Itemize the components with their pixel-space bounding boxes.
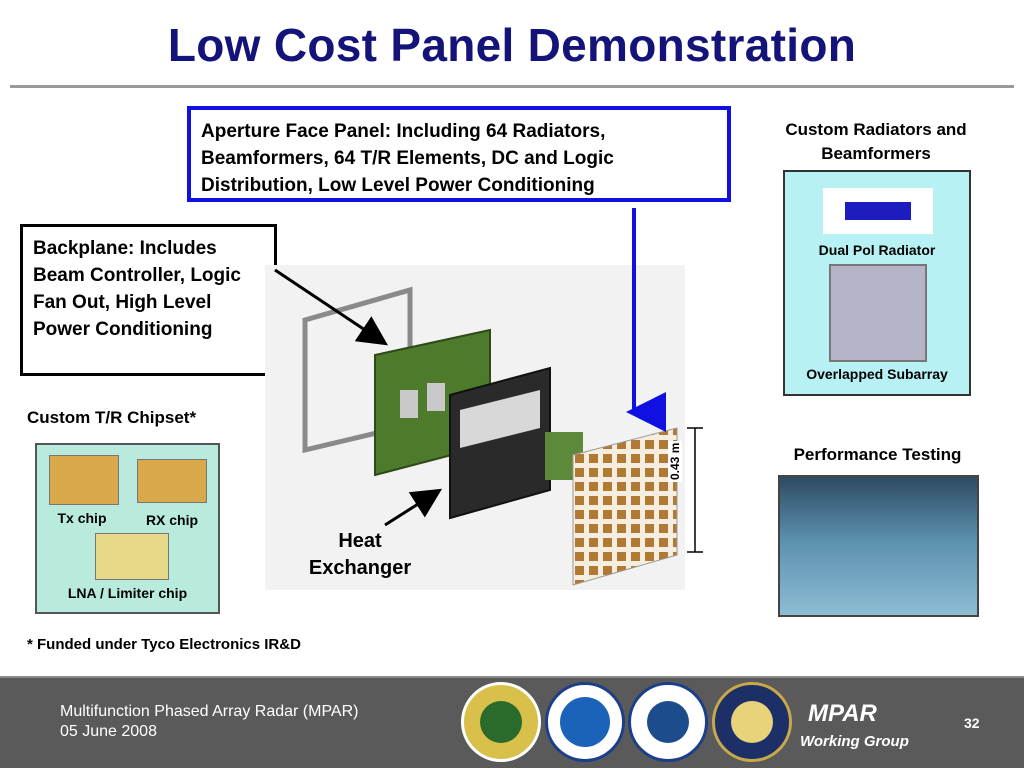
funded-note: * Funded under Tyco Electronics IR&D bbox=[27, 636, 301, 653]
program-name: Multifunction Phased Array Radar (MPAR) bbox=[60, 703, 359, 720]
dual-pol-image bbox=[823, 188, 933, 234]
dhs-seal-icon bbox=[628, 682, 708, 762]
lna-chip-image bbox=[95, 533, 169, 580]
slide-title: Low Cost Panel Demonstration bbox=[167, 19, 857, 71]
dual-pol-label: Dual Pol Radiator bbox=[818, 242, 936, 258]
footer-date: 05 June 2008 bbox=[60, 723, 157, 740]
chipset-title: Custom T/R Chipset* bbox=[27, 408, 197, 427]
rx-chip-image bbox=[137, 459, 207, 503]
footer-divider bbox=[0, 676, 1024, 678]
faa-seal-icon bbox=[461, 682, 541, 762]
subarray-image bbox=[829, 264, 927, 362]
page-number: 32 bbox=[964, 715, 980, 731]
anechoic-chamber-photo bbox=[778, 475, 979, 617]
backplane-callout: Backplane: Includes Beam Controller, Logic Fan Out, High Level Power Conditioning bbox=[20, 224, 277, 376]
tx-chip-image bbox=[49, 455, 119, 505]
chipset-panel bbox=[35, 443, 220, 614]
title-divider bbox=[10, 85, 1014, 88]
noaa-logo-icon bbox=[545, 682, 625, 762]
radiators-panel bbox=[783, 170, 971, 396]
working-group-label: Working Group bbox=[800, 733, 909, 750]
dod-seal-icon bbox=[712, 682, 792, 762]
lna-chip-label: LNA / Limiter chip bbox=[67, 585, 188, 601]
dimension-label: 0.43 m bbox=[668, 442, 682, 480]
radiators-title: Custom Radiators and Beamformers bbox=[785, 120, 967, 163]
performance-title: Performance Testing bbox=[793, 445, 962, 464]
mpar-label: MPAR bbox=[808, 700, 877, 727]
overlapped-label: Overlapped Subarray bbox=[806, 366, 948, 382]
aperture-callout: Aperture Face Panel: Including 64 Radiators, Beamformers, 64 T/R Elements, DC and Logic Distribution, Low Level Power Conditioning bbox=[187, 106, 731, 202]
rx-chip-label: RX chip bbox=[145, 512, 199, 528]
tx-chip-label: Tx chip bbox=[57, 510, 107, 526]
heat-exchanger-label: Heat Exchanger bbox=[308, 530, 412, 579]
